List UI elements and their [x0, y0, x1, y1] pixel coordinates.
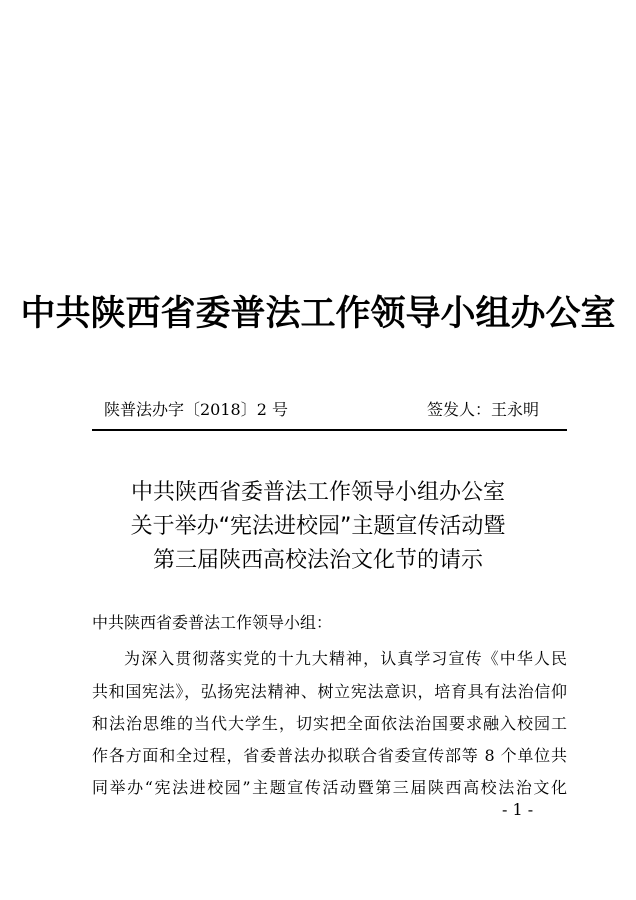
page-number: - 1 - [502, 800, 534, 819]
org-masthead: 中共陕西省委普法工作领导小组办公室 [20, 294, 616, 334]
signer-block [427, 397, 539, 420]
signer-name: 王永明 [491, 400, 540, 419]
body-line: 作各方面和全过程，省委普法办拟联合省委宣传部等 8 个单位共 [92, 746, 567, 765]
title-line-1: 中共陕西省委普法工作领导小组办公室 [130, 480, 505, 505]
header-divider [92, 429, 567, 431]
body-line: 为深入贯彻落实党的十九大精神，认真学习宣传《中华人民 [124, 649, 567, 668]
document-number: 陕普法办字〔2018〕2 号 [104, 400, 288, 419]
title-line-3: 第三届陕西高校法治文化节的请示 [152, 548, 483, 573]
salutation: 中共陕西省委普法工作领导小组： [92, 613, 333, 632]
body-line: 共和国宪法》，弘扬宪法精神、树立宪法意识，培育具有法治信仰 [92, 682, 567, 701]
signer-label: 签发人： [427, 400, 492, 419]
body-line: 同举办“宪法进校园”主题宣传活动暨第三届陕西高校法治文化 [92, 778, 567, 797]
title-line-2: 关于举办“宪法进校园”主题宣传活动暨 [130, 514, 506, 539]
body-line: 和法治思维的当代大学生，切实把全面依法治国要求融入校园工 [92, 714, 567, 733]
